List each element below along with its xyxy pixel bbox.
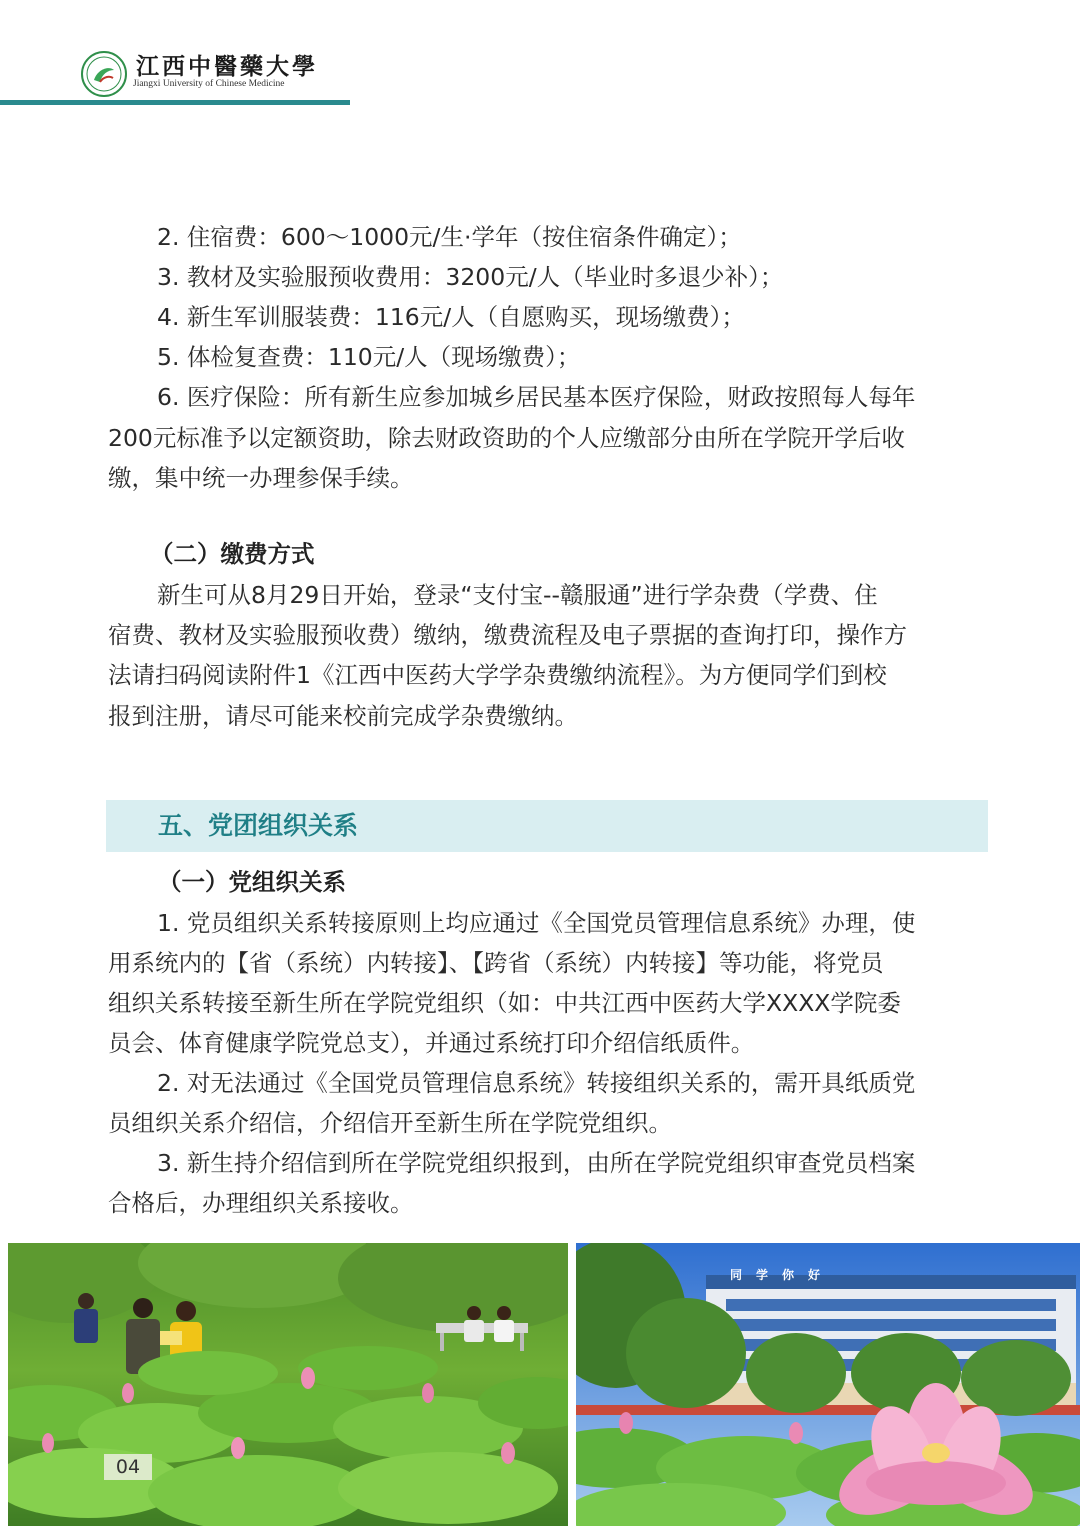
payment-heading: （二）缴费方式 [150, 540, 315, 568]
payment-line2: 宿费、教材及实验服预收费）缴纳，缴费流程及电子票据的查询打印，操作方 [108, 621, 907, 649]
page-number: 04 [104, 1454, 152, 1480]
party-item3-line2: 合格后，办理组织关系接收。 [108, 1189, 414, 1217]
party-item2-line2: 员组织关系介绍信，介绍信开至新生所在学院党组织。 [108, 1109, 672, 1137]
fee-item-insurance-line2: 200元标准予以定额资助，除去财政资助的个人应缴部分由所在学院开学后收 [108, 424, 905, 452]
payment-line1: 新生可从8月29日开始，登录“支付宝--赣服通”进行学杂费（学费、住 [157, 581, 878, 609]
fee-item-insurance-line3: 缴，集中统一办理参保手续。 [108, 464, 414, 492]
party-item3-line1: 3. 新生持介绍信到所在学院党组织报到，由所在学院党组织审查党员档案 [157, 1149, 916, 1177]
university-logo-icon [80, 50, 128, 98]
fee-item-military-uniform: 4. 新生军训服装费：116元/人（自愿购买，现场缴费）； [157, 303, 745, 331]
section-title: 五、党团组织关系 [158, 811, 359, 840]
university-name-cn: 江西中醫藥大學 [136, 53, 318, 80]
payment-line4: 报到注册，请尽可能来校前完成学杂费缴纳。 [108, 702, 578, 730]
party-org-heading: （一）党组织关系 [158, 868, 346, 896]
payment-line3: 法请扫码阅读附件1《江西中医药大学学杂费缴纳流程》。为方便同学们到校 [108, 661, 887, 689]
party-item2-line1: 2. 对无法通过《全国党员管理信息系统》转接组织关系的，需开具纸质党 [157, 1069, 916, 1097]
fee-item-accommodation: 2. 住宿费：600～1000元/生·学年（按住宿条件确定）； [157, 223, 742, 251]
page-header [0, 0, 1080, 110]
fee-item-medical-recheck: 5. 体检复查费：110元/人（现场缴费）； [157, 343, 581, 371]
party-item1-line4: 员会、体育健康学院党总支），并通过系统打印介绍信纸质件。 [108, 1029, 755, 1057]
building-sign-text: 同学你好 [730, 1268, 835, 1282]
fee-item-insurance-line1: 6. 医疗保险：所有新生应参加城乡居民基本医疗保险，财政按照每人每年 [157, 383, 916, 411]
campus-building-lotus-photo [576, 1243, 1080, 1526]
fee-item-textbooks: 3. 教材及实验服预收费用：3200元/人（毕业时多退少补）； [157, 263, 784, 291]
party-item1-line3: 组织关系转接至新生所在学院党组织（如：中共江西中医药大学XXXX学院委 [108, 989, 901, 1017]
university-name-en: Jiangxi University of Chinese Medicine [133, 79, 285, 89]
party-item1-line2: 用系统内的【省（系统）内转接】、【跨省（系统）内转接】等功能，将党员 [108, 949, 884, 977]
party-item1-line1: 1. 党员组织关系转接原则上均应通过《全国党员管理信息系统》办理，使 [157, 909, 916, 937]
lotus-field-students-photo [8, 1243, 568, 1526]
header-rule [0, 100, 350, 105]
